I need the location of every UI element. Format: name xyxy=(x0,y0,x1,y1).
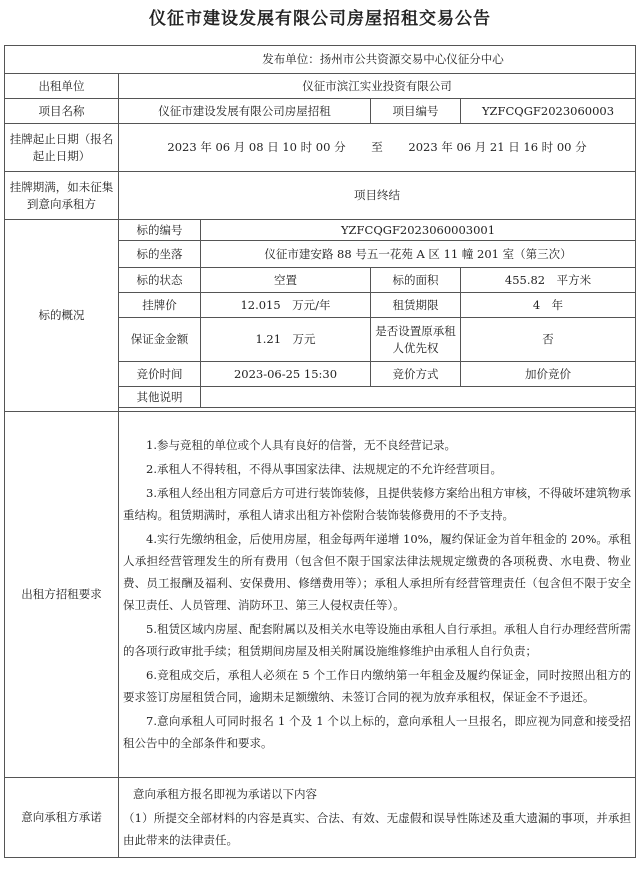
commitment-intro: 意向承租方报名即视为承诺以下内容 xyxy=(133,786,317,801)
subject-other-label: 其他说明 xyxy=(119,387,201,408)
subject-priority-label: 是否设置原承租人优先权 xyxy=(371,318,461,362)
subject-status-value: 空置 xyxy=(201,268,371,293)
subject-term-label: 租赁期限 xyxy=(371,293,461,318)
requirement-item: 5.租赁区域内房屋、配套附属以及相关水电等设施由承租人自行承担。承租人自行办理经营所需的各项行政审批手续；租赁期间房屋及相关附属设施维修维护由承租人自行负责； xyxy=(123,621,632,658)
expiry-label: 挂牌期满，如未征集到意向承租方 xyxy=(5,172,119,220)
requirement-item: 2.承租人不得转租，不得从事国家法律、法规规定的不允许经营项目。 xyxy=(146,461,502,476)
lessor-label: 出租单位 xyxy=(5,74,119,99)
subject-area-value: 455.82 平方米 xyxy=(461,268,636,293)
subject-area-label: 标的面积 xyxy=(371,268,461,293)
subject-status-label: 标的状态 xyxy=(119,268,201,293)
requirement-item: 6.竞租成交后，承租人必须在 5 个工作日内缴纳第一年租金及履约保证金，同时按照出租方的要求签订房屋租赁合同，逾期未足额缴纳、未签订合同的视为放弃承租权，保证金不予退还。 xyxy=(123,667,632,704)
subject-price-label: 挂牌价 xyxy=(119,293,201,318)
project-name-value: 仪征市建设发展有限公司房屋招租 xyxy=(119,99,371,124)
page-title: 仪征市建设发展有限公司房屋招租交易公告 xyxy=(149,9,491,29)
requirement-item: 1.参与竞租的单位或个人具有良好的信誉，无不良经营记录。 xyxy=(146,437,456,452)
commitment-label: 意向承租方承诺 xyxy=(5,778,119,858)
subject-code-label: 标的编号 xyxy=(119,220,201,241)
project-code-value: YZFCQGF2023060003 xyxy=(461,99,636,124)
subject-code-value: YZFCQGF2023060003001 xyxy=(201,220,636,241)
requirements-label: 出租方招租要求 xyxy=(5,412,119,778)
notice-table xyxy=(4,45,636,858)
subject-other-value xyxy=(201,387,636,408)
requirements-body xyxy=(119,412,636,778)
subject-location-value: 仪征市建安路 88 号五一花苑 A 区 11 幢 201 室（第三次） xyxy=(201,241,636,268)
period-end: 2023 年 06 月 21 日 16 时 00 分 xyxy=(408,140,587,154)
subject-deposit-value: 1.21 万元 xyxy=(201,318,371,362)
subject-priority-value: 否 xyxy=(461,318,636,362)
requirement-item: 4.实行先缴纳租金，后使用房屋，租金每两年递增 10%，履约保证金为首年租金的 20%。承租人承担经营管理发生的所有费用（包含但不限于国家法律法规规定缴费的各项税费、水电费、物业费、员工报酬及福利、安保费用、修缮费用等）；承租人承担所有经营管理责任（包含但不限于安全保卫责任、人员管理、消防环卫、第三人侵权责任等）。 xyxy=(123,531,632,612)
subject-bid-method-value: 加价竞价 xyxy=(461,362,636,387)
expiry-value: 项目终结 xyxy=(119,172,636,220)
subject-deposit-label: 保证金金额 xyxy=(119,318,201,362)
subject-price-value: 12.015 万元/年 xyxy=(201,293,371,318)
period-to: 至 xyxy=(371,140,383,154)
commitment-item: （1）所提交全部材料的内容是真实、合法、有效、无虚假和误导性陈述及重大遗漏的事项，并承担由此带来的法律责任。 xyxy=(123,810,632,847)
subject-bid-time-value: 2023-06-25 15:30 xyxy=(201,362,371,387)
subject-label: 标的概况 xyxy=(5,220,119,412)
subject-bid-time-label: 竞价时间 xyxy=(119,362,201,387)
lessor-value: 仪征市滨江实业投资有限公司 xyxy=(119,74,636,99)
commitment-body xyxy=(119,778,636,858)
requirement-item: 3.承租人经出租方同意后方可进行装饰装修，且提供装修方案给出租方审核，不得破坏建筑物承重结构。租赁期满时，承租人请求出租方补偿附合装饰装修费用的不予支持。 xyxy=(123,485,632,522)
period-value xyxy=(119,124,636,172)
requirement-item: 7.意向承租人可同时报名 1 个及 1 个以上标的，意向承租人一旦报名，即应视为同意和接受招租公告中的全部条件和要求。 xyxy=(123,713,632,750)
project-code-label: 项目编号 xyxy=(371,99,461,124)
period-label: 挂牌起止日期（报名起止日期） xyxy=(5,124,119,172)
publisher: 发布单位：扬州市公共资源交易中心仪征分中心 xyxy=(5,46,636,74)
subject-location-label: 标的坐落 xyxy=(119,241,201,268)
subject-bid-method-label: 竞价方式 xyxy=(371,362,461,387)
project-name-label: 项目名称 xyxy=(5,99,119,124)
period-start: 2023 年 06 月 08 日 10 时 00 分 xyxy=(167,140,346,154)
subject-term-value: 4 年 xyxy=(461,293,636,318)
